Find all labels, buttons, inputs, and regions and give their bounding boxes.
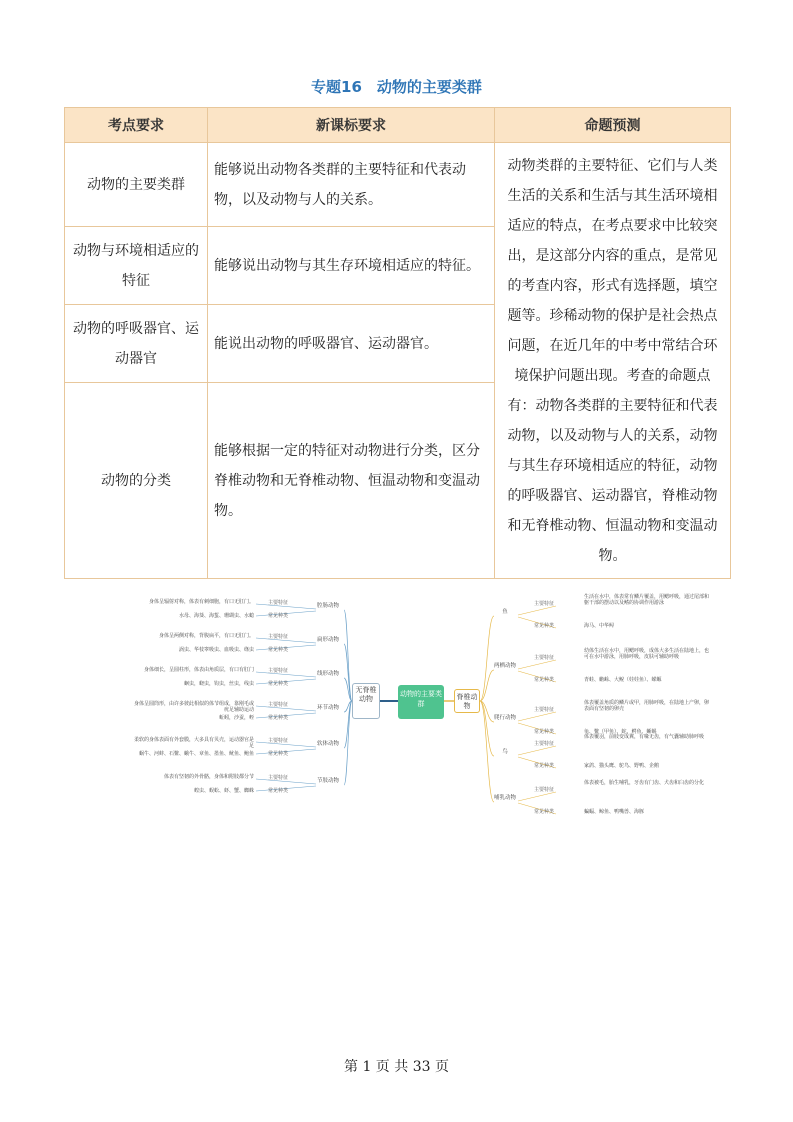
examples-text: 涡虫、华枝睾吸虫、血吸虫、绦虫 (178, 647, 254, 653)
connector-curve (480, 701, 494, 802)
examples-text: 蚯蚓，沙蚕，蛭 (218, 715, 254, 721)
feature-text: 身体呈辐射对称，体表有刺细胞，有口无肛门。 (148, 599, 254, 605)
examples-text: 水母、海葵、海蜇、珊瑚虫、水螅 (178, 613, 254, 619)
examples-text: 家鸽、猫头鹰、鸵鸟、野鸭、企鹅 (584, 763, 660, 769)
connector-curve (344, 610, 352, 701)
feature-label: 主要特征 (534, 787, 555, 793)
feature-label: 主要特征 (534, 707, 555, 713)
point-cell: 动物与环境相适应的特征 (65, 227, 208, 305)
examples-text: 龟、鳖（甲鱼）、蛇、鳄鱼、蜥蜴 (584, 729, 657, 735)
feature-label: 主要特征 (268, 738, 289, 744)
right-branch-node: 脊椎动物 (454, 689, 480, 713)
point-cell: 动物的呼吸器官、运动器官 (65, 305, 208, 383)
feature-text: 柔软的身体表面有外套膜，大多具有贝壳，运动器官是足 (134, 737, 255, 749)
feature-text: 体表被毛，胎生哺乳，牙齿有门齿、犬齿和臼齿的分化 (584, 780, 705, 786)
left-branch-node: 无脊椎动物 (352, 683, 380, 719)
requirement-cell: 能够说出动物与其生存环境相适应的特征。 (208, 227, 495, 305)
examples-label: 常见种类 (534, 809, 555, 815)
examples-label: 常见种类 (534, 763, 555, 769)
group-name: 线形动物 (316, 671, 339, 677)
feature-text: 身体呈圆筒形，由许多彼此相似的体节组成，靠刚毛或疣足辅助运动 (134, 701, 255, 713)
feature-label: 主要特征 (534, 655, 555, 661)
feature-text: 体表覆羽，前肢变成翼，有喙无齿，有气囊辅助肺呼吸 (584, 734, 705, 740)
group-name: 节肢动物 (316, 778, 339, 784)
requirement-cell: 能说出动物的呼吸器官、运动器官。 (208, 305, 495, 383)
group-name: 哺乳动物 (494, 795, 517, 801)
feature-label: 主要特征 (268, 634, 289, 640)
connector-line (518, 792, 556, 801)
header-point: 考点要求 (65, 108, 208, 143)
examples-text: 蝗虫、蜈蚣、虾、蟹、蜘蛛 (193, 788, 254, 794)
connector-curve (344, 701, 352, 785)
point-cell: 动物的分类 (65, 383, 208, 579)
examples-label: 常见种类 (268, 681, 289, 687)
feature-label: 主要特征 (534, 601, 555, 607)
page-title: 专题16 动物的主要类群 (311, 78, 482, 96)
root-node: 动物的主要类群 (398, 685, 444, 719)
table-header-row (65, 108, 731, 143)
examples-label: 常见种类 (268, 788, 289, 794)
header-prediction: 命题预测 (495, 108, 731, 143)
feature-label: 主要特征 (268, 775, 289, 781)
feature-label: 主要特征 (268, 600, 289, 606)
examples-text: 蜗牛、河蚌、石鳖、蛾牛、章鱼、墨鱼、鱿鱼、鲍鱼 (138, 751, 254, 757)
group-name: 腔肠动物 (316, 603, 339, 609)
examples-label: 常见种类 (268, 751, 289, 757)
point-cell: 动物的主要类群 (65, 143, 208, 227)
connector-line (518, 660, 556, 669)
examples-label: 常见种类 (268, 715, 289, 721)
examples-text: 海马、中华鲟 (584, 623, 615, 629)
group-name: 环节动物 (316, 705, 339, 711)
group-name: 软体动物 (316, 741, 339, 747)
feature-text: 身体细长，呈圆柱形，体表由角质层，有口有肛门 (143, 667, 254, 673)
feature-text: 生活在水中，体表常有鳞片覆盖，用鳃呼吸，通过尾部和躯干部的摆动以及鳍的协调作用游泳 (584, 594, 710, 606)
requirements-table (64, 107, 731, 579)
requirement-cell: 能够说出动物各类群的主要特征和代表动物，以及动物与人的关系。 (208, 143, 495, 227)
group-name: 鱼 (502, 609, 508, 615)
group-name: 扁形动物 (316, 637, 339, 643)
connector-curve (480, 616, 494, 701)
header-requirement: 新课标要求 (208, 108, 495, 143)
examples-label: 常见种类 (534, 677, 555, 683)
examples-text: 蛔虫，蛲虫，钩虫，丝虫，线虫 (183, 681, 254, 687)
table-row (65, 143, 731, 227)
examples-text: 青蛙、蟾蜍、大鲵（娃娃鱼）、蝾螈 (584, 677, 662, 683)
connector-line (518, 746, 556, 755)
examples-label: 常见种类 (534, 623, 555, 629)
examples-label: 常见种类 (268, 613, 289, 619)
feature-label: 主要特征 (268, 702, 289, 708)
classification-mindmap (86, 588, 726, 828)
group-name: 爬行动物 (494, 715, 517, 721)
group-name: 两栖动物 (494, 663, 517, 669)
feature-text: 身体呈两侧对称，背腹扁平，有口无肛门。 (158, 633, 254, 639)
feature-label: 主要特征 (268, 668, 289, 674)
group-name: 鸟 (502, 749, 508, 755)
examples-label: 常见种类 (534, 729, 555, 735)
feature-label: 主要特征 (534, 741, 555, 747)
feature-text: 幼体生活在水中，用鳃呼吸，成体大多生活在陆地上，也可在水中游泳，用肺呼吸，皮肤可辅助呼吸 (584, 648, 710, 660)
connector-line (518, 712, 556, 721)
prediction-cell: 动物类群的主要特征、它们与人类生活的关系和生活与其生活环境相适应的特点，在考点要求中比较突出，是这部分内容的重点，是常见的考查内容，形式有选择题，填空题等。珍稀动物的保护是社会热点问题，在近几年的中考中常结合环境保护问题出现。考查的命题点有：动物各类群的主要特征和代表动物，以及动物与人的关系，动物与其生存环境相适应的特征，动物的呼吸器官、运动器官，脊椎动物和无脊椎动物、恒温动物和变温动物。 (495, 143, 731, 579)
examples-label: 常见种类 (268, 647, 289, 653)
feature-text: 体表覆盖角质的鳞片或甲，用肺呼吸，在陆地上产卵，卵表面有坚韧的卵壳 (584, 700, 710, 712)
feature-text: 体表有坚韧的外骨骼，身体和附肢都分节 (163, 774, 254, 780)
connector-line (518, 606, 556, 615)
examples-text: 蝙蝠、鲸鱼、鸭嘴兽、海豚 (584, 809, 645, 815)
page-footer: 第 1 页 共 33 页 (344, 1059, 449, 1075)
requirement-cell: 能够根据一定的特征对动物进行分类，区分脊椎动物和无脊椎动物、恒温动物和变温动物。 (208, 383, 495, 579)
